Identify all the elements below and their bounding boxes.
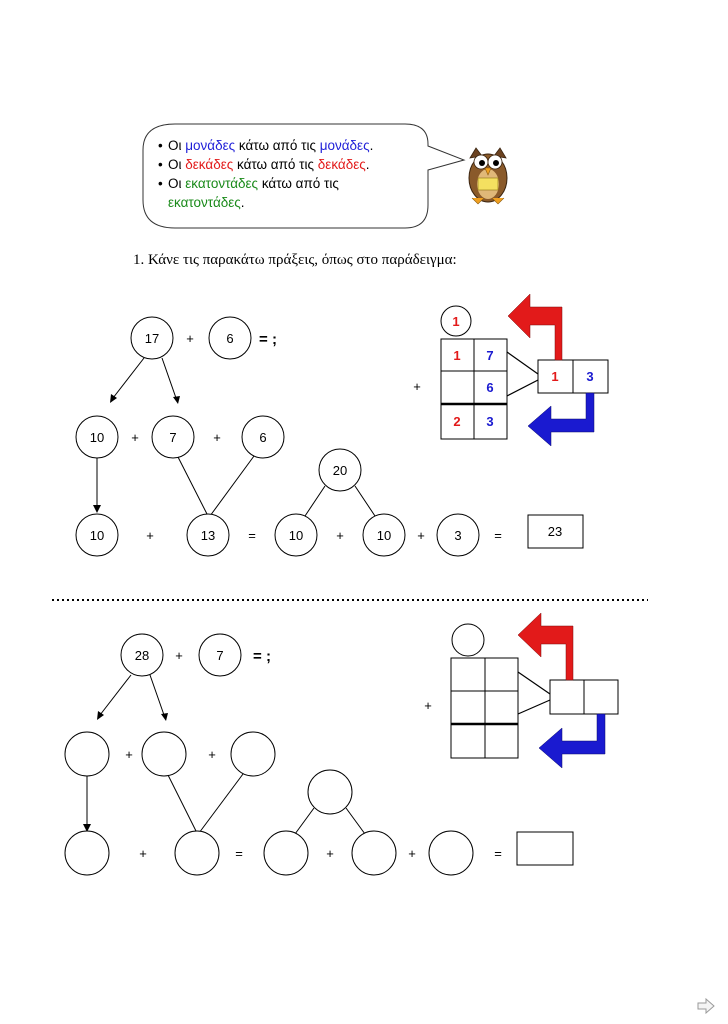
exercise-plus-6: +: [408, 846, 416, 861]
example-part2-label: 10: [376, 528, 392, 543]
example-b-label: 6: [226, 331, 234, 346]
exercise-column-plus: +: [424, 698, 432, 713]
tip-units: • Οι μονάδες κάτω από τις μονάδες.: [158, 136, 428, 155]
example-plus-1: +: [186, 331, 194, 346]
column-res-units: 3: [486, 414, 494, 429]
tip-tens: • Οι δεκάδες κάτω από τις δεκάδες.: [158, 155, 428, 174]
exercise-eq-2: =: [494, 846, 502, 861]
column-side-tens: 1: [551, 369, 559, 384]
example-a-label: 17: [144, 331, 160, 346]
instruction-text: 1. Κάνε τις παρακάτω πράξεις, όπως στο παράδειγμα:: [133, 252, 457, 268]
example-row3-sum-label: 13: [200, 528, 216, 543]
example-split-units-label: 7: [169, 430, 177, 445]
exercise-plus-3: +: [208, 747, 216, 762]
example-row3-tens-label: 10: [89, 528, 105, 543]
example-eq-1: =: [248, 528, 256, 543]
column-res-tens: 2: [453, 414, 461, 429]
exercise-a-label: 28: [134, 648, 150, 663]
example-addend-label: 6: [259, 430, 267, 445]
column-mid-units: 6: [486, 380, 494, 395]
column-side-units: 3: [586, 369, 594, 384]
exercise-plus-5: +: [326, 846, 334, 861]
exercise-plus-4: +: [139, 846, 147, 861]
example-plus-6: +: [417, 528, 425, 543]
example-part1-label: 10: [288, 528, 304, 543]
example-group-top-label: 20: [332, 463, 348, 478]
column-top-tens: 1: [453, 348, 461, 363]
example-plus-2: +: [131, 430, 139, 445]
column-top-units: 7: [486, 348, 494, 363]
column-plus: +: [413, 379, 421, 394]
example-split-tens-label: 10: [89, 430, 105, 445]
column-carry-digit: 1: [452, 314, 460, 329]
example-part3-label: 3: [454, 528, 462, 543]
example-plus-4: +: [146, 528, 154, 543]
next-page-arrow-icon[interactable]: [696, 998, 716, 1014]
example-plus-5: +: [336, 528, 344, 543]
exercise-b-label: 7: [216, 648, 224, 663]
exercise-eq-question: = ;: [253, 648, 271, 665]
example-eq-question: = ;: [259, 331, 277, 348]
example-result-label: 23: [547, 524, 563, 539]
exercise-eq-1: =: [235, 846, 243, 861]
example-plus-3: +: [213, 430, 221, 445]
exercise-plus-1: +: [175, 648, 183, 663]
tip-hundreds: • Οι εκατοντάδες κάτω από τις εκατοντάδες.: [158, 174, 428, 212]
example-eq-2: =: [494, 528, 502, 543]
exercise-plus-2: +: [125, 747, 133, 762]
